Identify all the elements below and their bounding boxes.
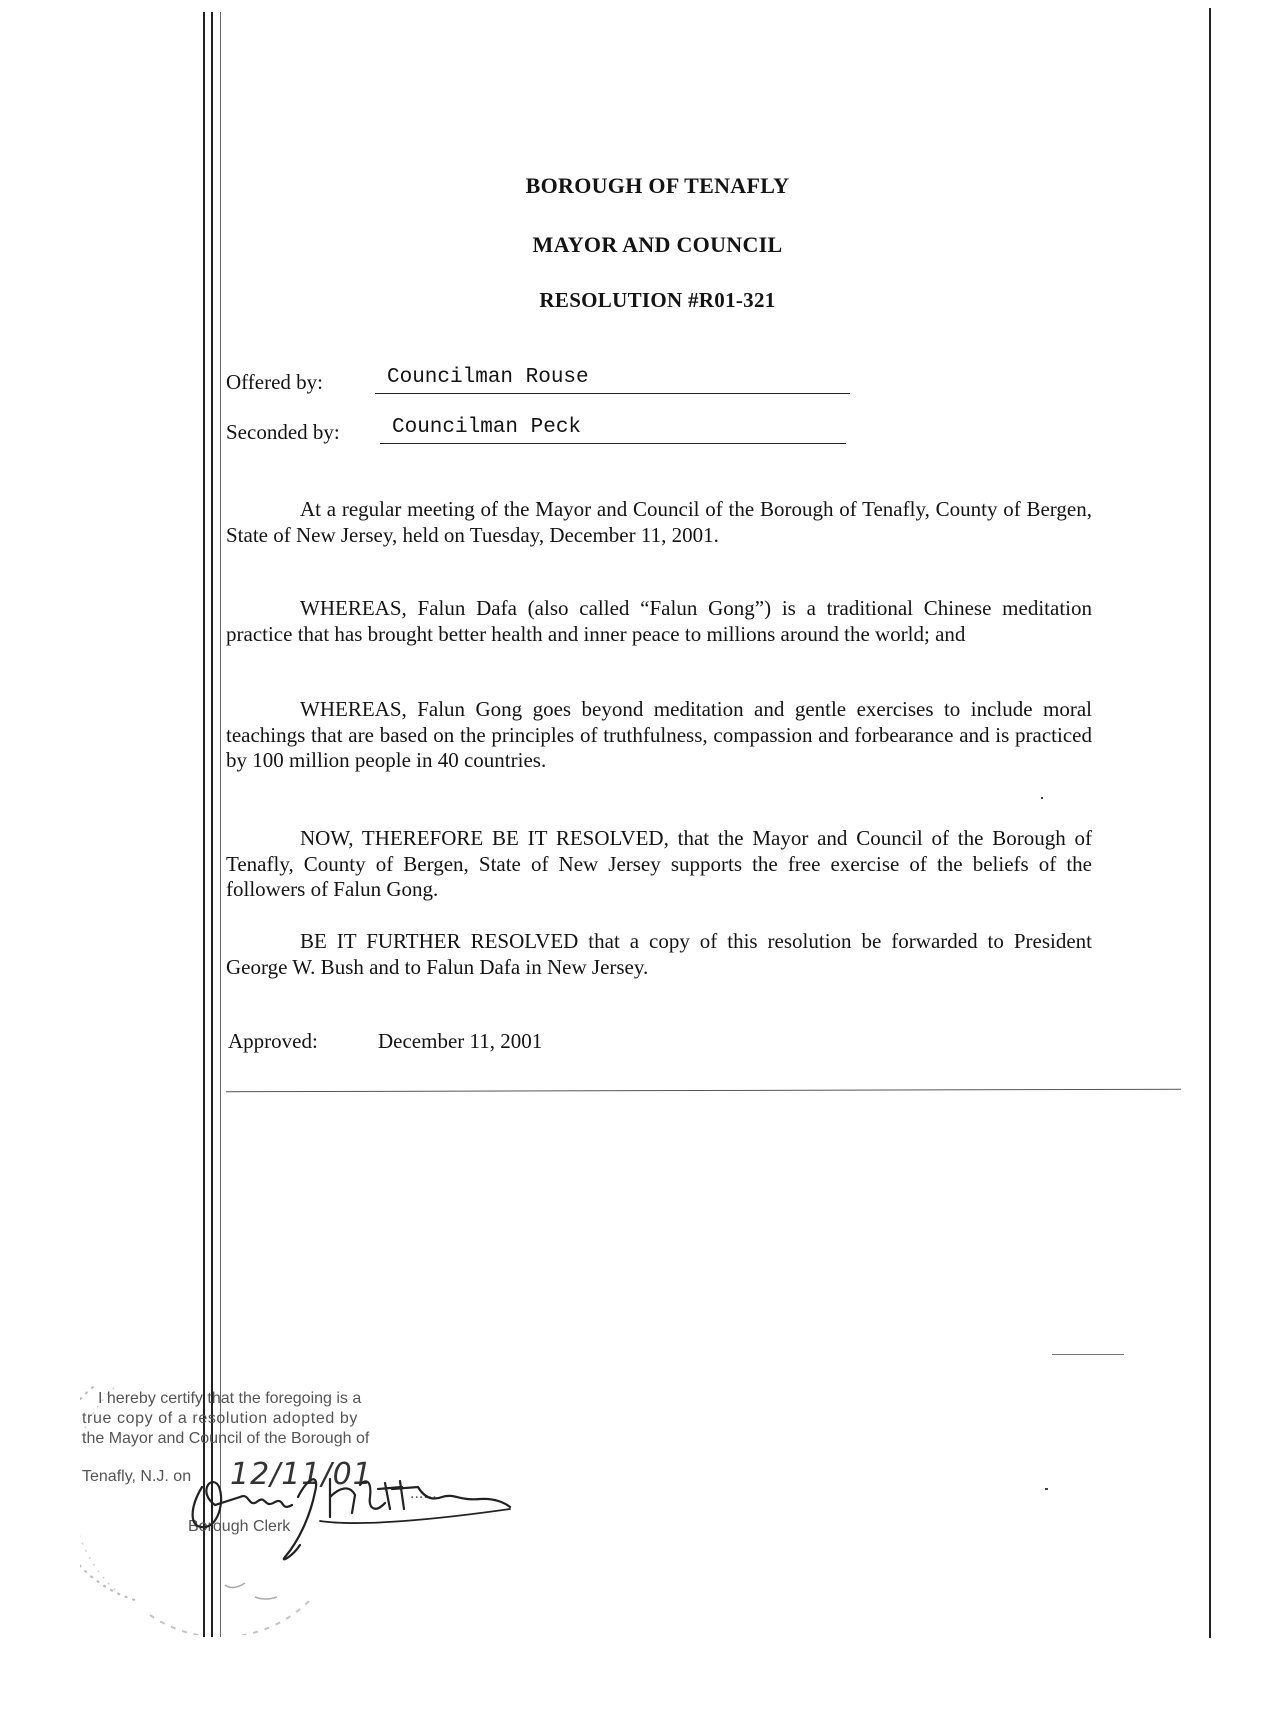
resolved-paragraph: NOW, THEREFORE BE IT RESOLVED, that the Mayor and Council of the Borough of Tenafly, County of Bergen, State of New Jersey supports the free exercise of the beliefs of the followers of Falun Gong.	[226, 826, 1092, 901]
whereas-paragraph-2: WHEREAS, Falun Gong goes beyond meditation and gentle exercises to include moral teachings that are based on the principles of truthfulness, compassion and forbearance and is practiced by 100 million people in 40 countries.	[226, 697, 1092, 772]
resolution-number: RESOLUTION #R01-321	[539, 288, 776, 312]
council-title: MAYOR AND COUNCIL	[532, 232, 783, 257]
borough-title: BOROUGH OF TENAFLY	[525, 173, 790, 198]
further-resolved-paragraph: BE IT FURTHER RESOLVED that a copy of this resolution be forwarded to President George W. Bush and to Falun Dafa in New Jersey.	[226, 929, 1092, 979]
date-dots: ......	[410, 1485, 437, 1502]
whereas-paragraph-1: WHEREAS, Falun Dafa (also called “Falun Gong”) is a traditional Chinese meditation practice that has brought better health and inner peace to millions around the world; and	[226, 596, 1092, 646]
scan-speck	[1041, 797, 1043, 799]
handwritten-date: 12/11/01	[230, 1457, 373, 1492]
certification-line-4: Tenafly, N.J. on	[82, 1468, 192, 1485]
seconded-by-value: Councilman Peck	[380, 416, 846, 444]
certification-line-2: true copy of a resolution adopted by	[82, 1410, 358, 1427]
meeting-paragraph: At a regular meeting of the Mayor and Council of the Borough of Tenafly, County of Bergen, State of New Jersey, held on Tuesday, December 11, 2001.	[226, 497, 1092, 547]
certification-line-1: I hereby certify that the foregoing is a	[98, 1390, 362, 1407]
offered-by-label: Offered by:	[226, 370, 323, 394]
clerk-signature-icon	[180, 1457, 520, 1567]
offered-by-value: Councilman Rouse	[375, 366, 850, 394]
certification-line-3: the Mayor and Council of the Borough of	[82, 1430, 370, 1447]
approved-row	[228, 1029, 543, 1054]
approved-label: Approved:	[228, 1029, 318, 1053]
section-divider	[226, 1089, 1181, 1093]
right-margin-rule	[1209, 8, 1211, 1638]
seconded-by-label: Seconded by:	[226, 420, 340, 444]
borough-clerk-title: Borough Clerk	[188, 1518, 291, 1535]
approved-date: December 11, 2001	[378, 1029, 543, 1053]
clerk-certification-stamp	[80, 1385, 540, 1635]
scan-speck	[1045, 1488, 1048, 1490]
stray-mark	[1052, 1354, 1124, 1355]
